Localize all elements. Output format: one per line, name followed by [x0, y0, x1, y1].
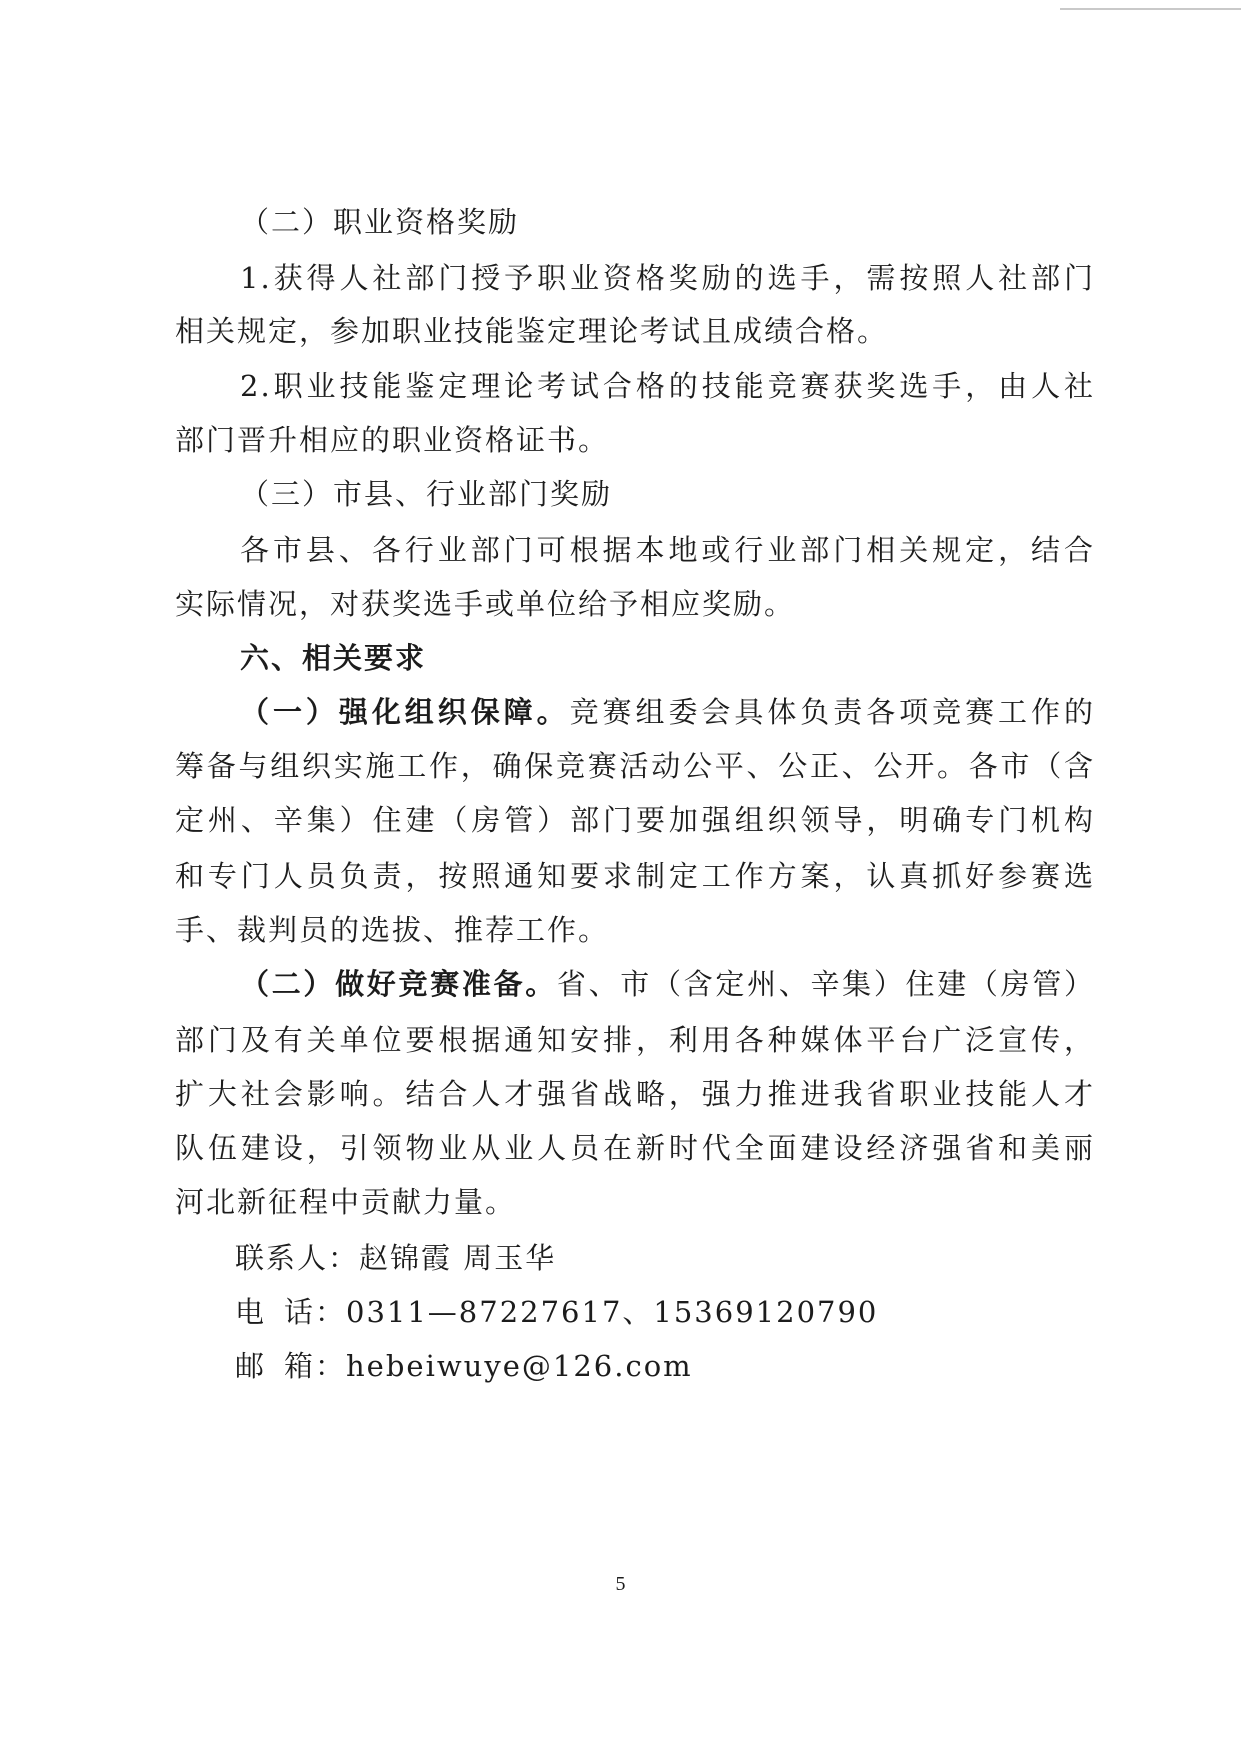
- scan-edge-rule: [1060, 8, 1241, 10]
- paragraph-line: 手、裁判员的选拔、推荐工作。: [175, 913, 610, 947]
- section-heading-2: （二）职业资格奖励: [240, 205, 520, 239]
- requirement-text-1: 竞赛组委会具体负责各项竞赛工作的: [569, 695, 1095, 729]
- contact-email-value: ：hebeiwuye@126.com: [315, 1349, 693, 1383]
- requirement-lead-1: （一）强化组织保障。: [240, 695, 570, 729]
- paragraph-line: 部门及有关单位要根据通知安排，利用各种媒体平台广泛宣传，: [175, 1023, 1095, 1057]
- paragraph-line: 和专门人员负责，按照通知要求制定工作方案，认真抓好参赛选: [175, 859, 1095, 893]
- contact-person-label: 联系人：: [235, 1241, 360, 1275]
- paragraph-line: 河北新征程中贡献力量。: [175, 1185, 517, 1219]
- contact-phone: [235, 1292, 1155, 1332]
- paragraph-line: 各市县、各行业部门可根据本地或行业部门相关规定，结合: [240, 533, 1095, 567]
- paragraph-line: 1.获得人社部门授予职业资格奖励的选手，需按照人社部门: [240, 261, 1095, 295]
- paragraph-line: 队伍建设，引领物业从业人员在新时代全面建设经济强省和美丽: [175, 1131, 1095, 1165]
- section-heading-6: 六、相关要求: [240, 641, 427, 675]
- paragraph-line: 实际情况，对获奖选手或单位给予相应奖励。: [175, 587, 796, 621]
- paragraph-line: [240, 692, 1095, 732]
- paragraph-line: 部门晋升相应的职业资格证书。: [175, 423, 610, 457]
- contact-person-value: 赵锦霞 周玉华: [359, 1241, 557, 1275]
- contact-phone-value: ：0311—87227617、15369120790: [315, 1295, 879, 1329]
- contact-phone-label: 电 话: [235, 1295, 315, 1329]
- contact-person: [235, 1238, 1155, 1278]
- requirement-lead-2: （二）做好竞赛准备。: [240, 967, 557, 1001]
- paragraph-line: [240, 964, 1095, 1004]
- section-heading-3: （三）市县、行业部门奖励: [240, 477, 613, 511]
- contact-email-label: 邮 箱: [235, 1349, 315, 1383]
- paragraph-line: 2.职业技能鉴定理论考试合格的技能竞赛获奖选手，由人社: [240, 369, 1095, 403]
- contact-email: [235, 1346, 1155, 1386]
- requirement-text-2: 省、市（含定州、辛集）住建（房管）: [556, 967, 1095, 1001]
- paragraph-line: 相关规定，参加职业技能鉴定理论考试且成绩合格。: [175, 314, 889, 348]
- page-number: 5: [615, 1573, 626, 1595]
- paragraph-line: 扩大社会影响。结合人才强省战略，强力推进我省职业技能人才: [175, 1077, 1095, 1111]
- paragraph-line: 定州、辛集）住建（房管）部门要加强组织领导，明确专门机构: [175, 803, 1095, 837]
- paragraph-line: 筹备与组织实施工作，确保竞赛活动公平、公正、公开。各市（含: [175, 749, 1095, 783]
